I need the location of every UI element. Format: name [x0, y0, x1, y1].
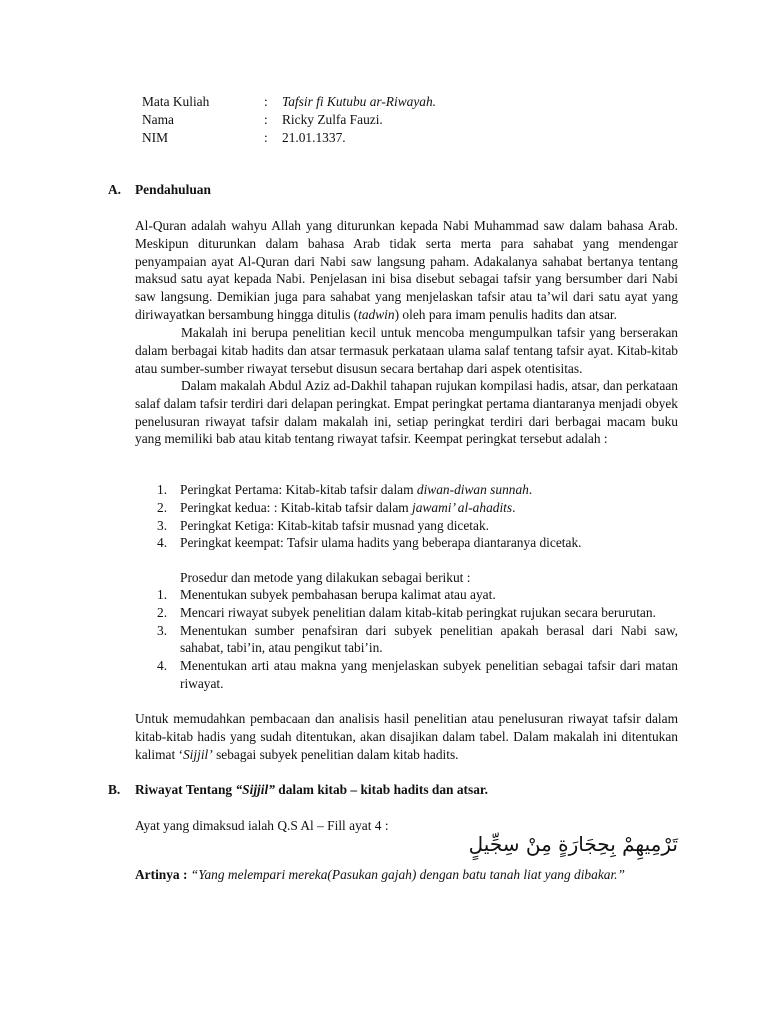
- list-number: 3.: [157, 517, 168, 533]
- list-text-end: .: [528, 482, 533, 497]
- identity-block: [142, 93, 436, 146]
- paragraph-intro-italic: tadwin: [358, 306, 395, 322]
- list-text-main: Peringkat Pertama: Kitab-kitab tafsir dalam: [180, 482, 417, 497]
- list-text: [180, 534, 678, 552]
- translation-line: [135, 866, 625, 884]
- list-number: 4.: [157, 658, 168, 674]
- list-item: [135, 622, 678, 658]
- paragraph-purpose-text: Makalah ini berupa penelitian kecil untuk mencoba mengumpulkan tafsir yang berserakan dalam berbagai kitab hadits dan atsar termasuk perkataan ulama salaf tentang tafsir ayat. Kitab-kitab atau sumber-sumber riwayat tersebut disusun secara bertahap dari aspek otentisitas.: [135, 325, 678, 376]
- section-a-heading: [108, 181, 211, 199]
- list-text: [180, 517, 678, 535]
- list-text: [180, 499, 678, 517]
- paragraph-intro-end: ) oleh para imam penulis hadits dan atsar.: [394, 306, 617, 322]
- name-label: Nama: [142, 111, 174, 127]
- list-text-italic: jawami’ al-ahadits: [412, 499, 513, 515]
- list-text-end: .: [512, 499, 516, 515]
- list-text: Menentukan subyek pembahasan berupa kalimat atau ayat.: [180, 587, 496, 602]
- list-item: [135, 499, 678, 517]
- paragraph-method-italic: Sijjil’: [182, 746, 213, 762]
- colon: :: [264, 129, 268, 145]
- list-number: 2.: [157, 499, 168, 515]
- translation-text: “Yang melempari mereka(Pasukan gajah) dengan batu tanah liat yang dibakar.”: [187, 867, 625, 882]
- section-a-title: Pendahuluan: [135, 182, 211, 197]
- arabic-verse: تَرْمِيهِمْ بِحِجَارَةٍ مِنْ سِجِّيلٍ: [468, 832, 678, 856]
- colon: :: [264, 94, 268, 109]
- paragraph-method-end: sebagai subyek penelitian dalam kitab hadits.: [212, 746, 459, 762]
- list-text-main: Peringkat kedua: : Kitab-kitab tafsir dalam: [180, 499, 413, 515]
- list-item: [135, 517, 678, 535]
- list-text: Menentukan sumber penafsiran dari subyek penelitian apakah berasal dari Nabi saw, sahabat, tabi’in, atau pengikut tabi’in.: [180, 622, 678, 656]
- identity-row-name: [142, 111, 436, 129]
- list-number: 1.: [157, 482, 168, 497]
- translation-label: Artinya :: [135, 867, 188, 882]
- section-a-letter: A.: [108, 182, 122, 197]
- list-number: 1.: [157, 587, 168, 602]
- list-item: [135, 604, 678, 622]
- list-text-main: Peringkat keempat: Tafsir ulama hadits yang beberapa diantaranya dicetak.: [180, 535, 582, 551]
- list-text-main: Peringkat Ketiga: Kitab-kitab tafsir musnad yang dicetak.: [180, 517, 490, 533]
- list-text: Menentukan arti atau makna yang menjelaskan subyek penelitian sebagai tafsir dari matan riwayat.: [180, 658, 678, 691]
- paragraph-purpose: [135, 324, 678, 377]
- list-item: [135, 481, 678, 499]
- paragraph-stages-text: Dalam makalah Abdul Aziz ad-Dakhil tahapan rujukan kompilasi hadis, atsar, dan perkataan salaf dalam tafsir terdiri dari delapan peringkat. Empat peringkat pertama diantaranya menjadi obyek penelusuran riwayat tafsir dalam makalah ini, setiap peringkat terdiri dari berbagai macam buku yang memiliki bab atau kitab tentang riwayat tafsir. Keempat peringkat tersebut adalah :: [135, 378, 678, 447]
- section-b-title-end: dalam kitab – kitab hadits dan atsar.: [274, 782, 488, 797]
- identity-row-course: [142, 93, 436, 111]
- nim-value: 21.01.1337.: [282, 129, 346, 145]
- list-item: [135, 657, 678, 693]
- procedure-list: [135, 586, 678, 693]
- list-number: 2.: [157, 604, 168, 620]
- list-number: 4.: [157, 535, 168, 551]
- list-text: Mencari riwayat subyek penelitian dalam kitab-kitab peringkat rujukan secara berurutan.: [180, 604, 656, 620]
- nim-label: NIM: [142, 129, 169, 145]
- list-text-italic: diwan-diwan sunnah: [416, 482, 529, 497]
- list-text: [180, 481, 678, 499]
- section-b-title-italic: “Sijjil”: [235, 782, 275, 797]
- paragraph-method: [135, 710, 678, 763]
- ranking-list: [135, 481, 678, 552]
- paragraph-intro-text: Al-Quran adalah wahyu Allah yang diturunkan kepada Nabi Muhammad saw dalam bahasa Arab. Meskipun diturunkan dalam bahasa Arab tidak serta merta para sahabat yang mendengar penyampaian ayat Al-Quran dari Nabi saw langsung paham. Adakalanya sahabat bertanya tentang maksud satu ayat kepada Nabi. Penjelasan ini bisa disebut sebagai tafsir yang bersumber dari Nabi saw langsung. Demikian juga para sahabat yang menjelaskan tafsir atau ta’wil dari satu ayat yang diriwayatkan bersambung hingga ditulis (: [135, 218, 678, 322]
- course-value: Tafsir fi Kutubu ar-Riwayah.: [282, 94, 436, 109]
- name-value: Ricky Zulfa Fauzi.: [282, 111, 383, 127]
- section-b-heading: [108, 781, 488, 799]
- list-item: [135, 586, 678, 604]
- list-number: 3.: [157, 622, 168, 638]
- verse-reference: Ayat yang dimaksud ialah Q.S Al – Fill ayat 4 :: [135, 818, 389, 833]
- list-item: [135, 534, 678, 552]
- identity-row-nim: [142, 129, 436, 147]
- paragraph-intro: [135, 217, 678, 324]
- section-b-letter: B.: [108, 782, 121, 797]
- procedure-intro: Prosedur dan metode yang dilakukan sebagai berikut :: [180, 570, 471, 585]
- paragraph-method-text: Untuk memudahkan pembacaan dan analisis hasil penelitian atau penelusuran riwayat tafsir dalam kitab-kitab hadis yang sudah ditentukan, akan disajikan dalam tabel. Dalam makalah ini ditentukan kalimat ‘: [135, 711, 678, 762]
- paragraph-stages: [135, 377, 678, 448]
- course-label: Mata Kuliah: [142, 94, 210, 109]
- section-b-title: Riwayat Tentang: [135, 782, 236, 797]
- colon: :: [264, 111, 268, 127]
